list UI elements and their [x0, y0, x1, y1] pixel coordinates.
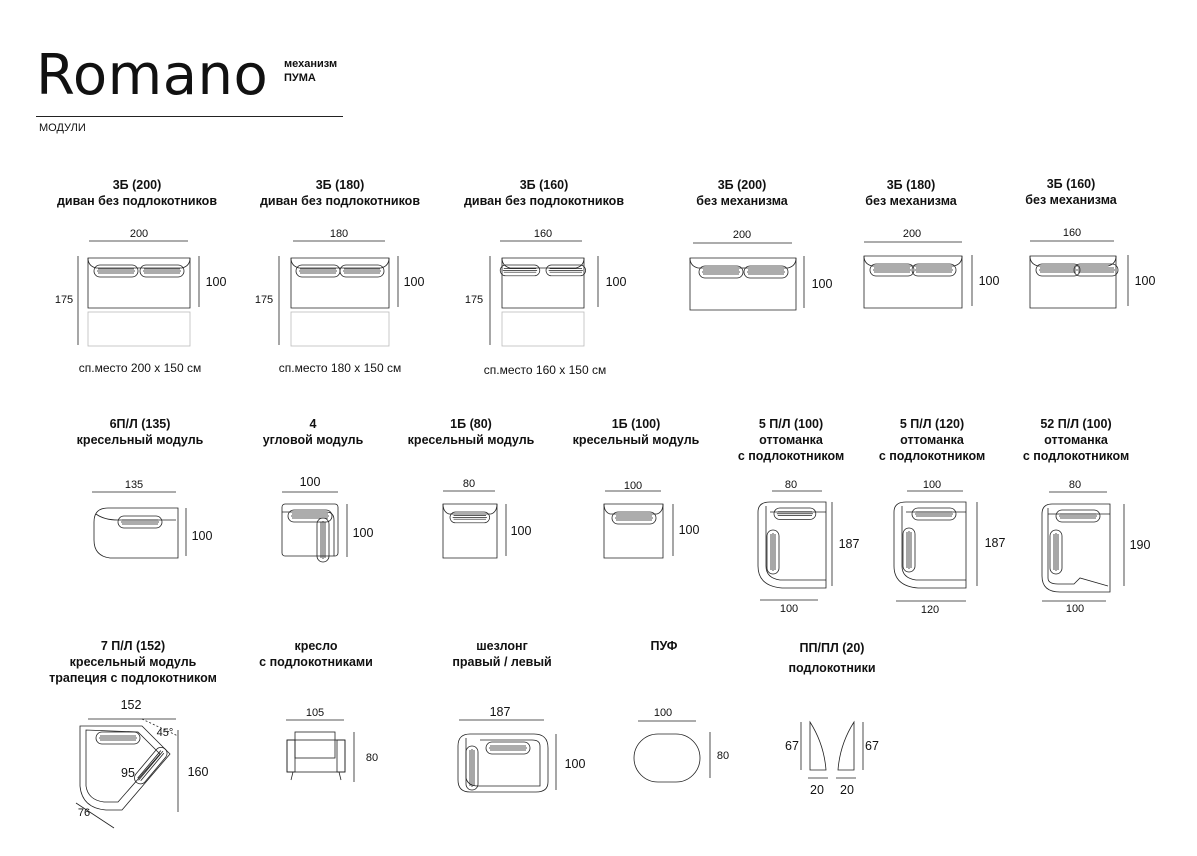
- sleeping-area-note: сп.место 200 х 150 см: [78, 361, 202, 375]
- sofa-3b-180-nomech-drawing: [864, 242, 972, 308]
- module-code: 3Б (180): [315, 178, 365, 192]
- module-code: 5 П/Л (120): [899, 417, 965, 431]
- armchair-drawing: [286, 720, 354, 782]
- armrests-drawing: [801, 722, 863, 778]
- dim-width: 105: [305, 707, 325, 719]
- module-code: 6П/Л (135): [109, 417, 171, 431]
- dim-width: 100: [623, 480, 643, 492]
- dim-depth: 187: [984, 536, 1006, 550]
- module-code: 1Б (100): [611, 417, 661, 431]
- ottoman-5pl-120-drawing: [894, 491, 977, 601]
- dim-height-right: 67: [865, 739, 879, 753]
- pouf-drawing: [634, 721, 710, 782]
- page-title: Romano: [36, 43, 269, 108]
- chair-module-1b-80-drawing: [443, 491, 506, 558]
- dim-width: 100: [299, 475, 321, 489]
- dim-width: 187: [489, 705, 511, 719]
- dim-depth: 100: [403, 275, 425, 289]
- module-desc: с подлокотником: [878, 449, 986, 463]
- module-desc: диван без подлокотников: [56, 194, 218, 208]
- module-code: 3Б (160): [519, 178, 569, 192]
- dim-height-left: 67: [785, 739, 799, 753]
- dim-inner: 95: [121, 766, 135, 780]
- dim-depth: 100: [205, 275, 227, 289]
- chaise-lounge-drawing: [458, 720, 556, 792]
- mechanism-line1: механизм: [284, 58, 338, 70]
- module-desc: оттоманка: [900, 433, 964, 447]
- dim-open: 175: [254, 294, 274, 306]
- dim-depth: 100: [510, 524, 532, 538]
- sleeping-area-note: сп.место 180 х 150 см: [278, 361, 402, 375]
- module-desc: без механизма: [865, 194, 957, 208]
- dim-bottom: 120: [920, 604, 940, 616]
- module-code: 7 П/Л (152): [100, 639, 166, 653]
- chair-module-6pl-135-drawing: [92, 492, 186, 558]
- module-desc: кресельный модуль: [76, 433, 204, 447]
- dim-depth: 100: [1134, 274, 1156, 288]
- module-code: кресло: [294, 639, 338, 653]
- dim-width: 100: [922, 479, 942, 491]
- module-desc: с подлокотником: [1022, 449, 1130, 463]
- module-desc: с подлокотниками: [259, 655, 373, 669]
- dim-depth: 80: [716, 750, 730, 762]
- dim-width: 160: [533, 228, 553, 240]
- module-desc: кресельный модуль: [407, 433, 535, 447]
- dim-open: 175: [464, 294, 484, 306]
- dim-width: 80: [784, 479, 798, 491]
- module-code: 5 П/Л (100): [758, 417, 824, 431]
- dim-width: 200: [732, 229, 752, 241]
- module-desc: угловой модуль: [262, 433, 364, 447]
- module-code: 3Б (180): [886, 178, 936, 192]
- dim-bottom: 100: [1065, 603, 1085, 615]
- dim-width-left: 20: [810, 783, 824, 797]
- section-label: МОДУЛИ: [39, 122, 86, 134]
- dim-side: 76: [77, 807, 91, 819]
- dim-width: 80: [462, 478, 476, 490]
- dim-bottom: 100: [779, 603, 799, 615]
- module-code: 4: [309, 417, 317, 431]
- dim-width: 160: [1062, 227, 1082, 239]
- dim-depth: 100: [352, 526, 374, 540]
- ottoman-52pl-100-drawing: [1042, 492, 1124, 601]
- dim-width: 80: [1068, 479, 1082, 491]
- sofa-3b-200-nomech-drawing: [690, 243, 804, 310]
- module-desc: оттоманка: [759, 433, 823, 447]
- module-code: 1Б (80): [450, 417, 492, 431]
- dim-width: 200: [129, 228, 149, 240]
- sofa-3b-160-nomech-drawing: [1030, 241, 1128, 308]
- sofa-3b-200-drawing: [78, 241, 199, 346]
- module-code: ПП/ПЛ (20): [799, 641, 865, 655]
- dim-depth: 187: [838, 537, 860, 551]
- module-desc: правый / левый: [452, 655, 552, 669]
- dim-width: 100: [653, 707, 673, 719]
- dim-width: 200: [902, 228, 922, 240]
- module-desc: диван без подлокотников: [463, 194, 625, 208]
- module-desc: трапеция с подлокотником: [49, 671, 217, 685]
- dim-depth: 100: [678, 523, 700, 537]
- mechanism-line2: ПУМА: [284, 72, 316, 84]
- dim-depth: 100: [191, 529, 213, 543]
- dim-depth: 100: [564, 757, 586, 771]
- dim-depth: 160: [187, 765, 209, 779]
- ottoman-5pl-100-drawing: [758, 491, 832, 600]
- module-code: ПУФ: [650, 639, 678, 653]
- dim-width: 180: [329, 228, 349, 240]
- dim-width: 135: [124, 479, 144, 491]
- dim-depth: 100: [605, 275, 627, 289]
- sofa-3b-180-drawing: [279, 241, 398, 346]
- module-desc: кресельный модуль: [69, 655, 197, 669]
- dim-depth: 190: [1129, 538, 1151, 552]
- dim-depth: 80: [365, 752, 379, 764]
- module-code: шезлонг: [476, 639, 528, 653]
- module-desc: без механизма: [1025, 193, 1117, 207]
- dim-depth: 100: [811, 277, 833, 291]
- module-desc: кресельный модуль: [572, 433, 700, 447]
- module-code: 3Б (200): [112, 178, 162, 192]
- corner-module-4-drawing: [282, 492, 347, 562]
- dim-depth: 100: [978, 274, 1000, 288]
- module-code: 3Б (160): [1046, 177, 1096, 191]
- dim-open: 175: [54, 294, 74, 306]
- sofa-3b-160-drawing: [490, 241, 598, 346]
- module-desc: оттоманка: [1044, 433, 1108, 447]
- dim-width-right: 20: [840, 783, 854, 797]
- module-desc: подлокотники: [788, 661, 876, 675]
- module-desc: с подлокотником: [737, 449, 845, 463]
- chair-module-1b-100-drawing: [604, 491, 673, 558]
- dim-angle: 45°: [156, 727, 174, 739]
- sleeping-area-note: сп.место 160 х 150 см: [483, 363, 607, 377]
- module-code: 52 П/Л (100): [1040, 417, 1112, 431]
- module-desc: диван без подлокотников: [259, 194, 421, 208]
- module-code: 3Б (200): [717, 178, 767, 192]
- module-desc: без механизма: [696, 194, 788, 208]
- dim-width: 152: [120, 698, 142, 712]
